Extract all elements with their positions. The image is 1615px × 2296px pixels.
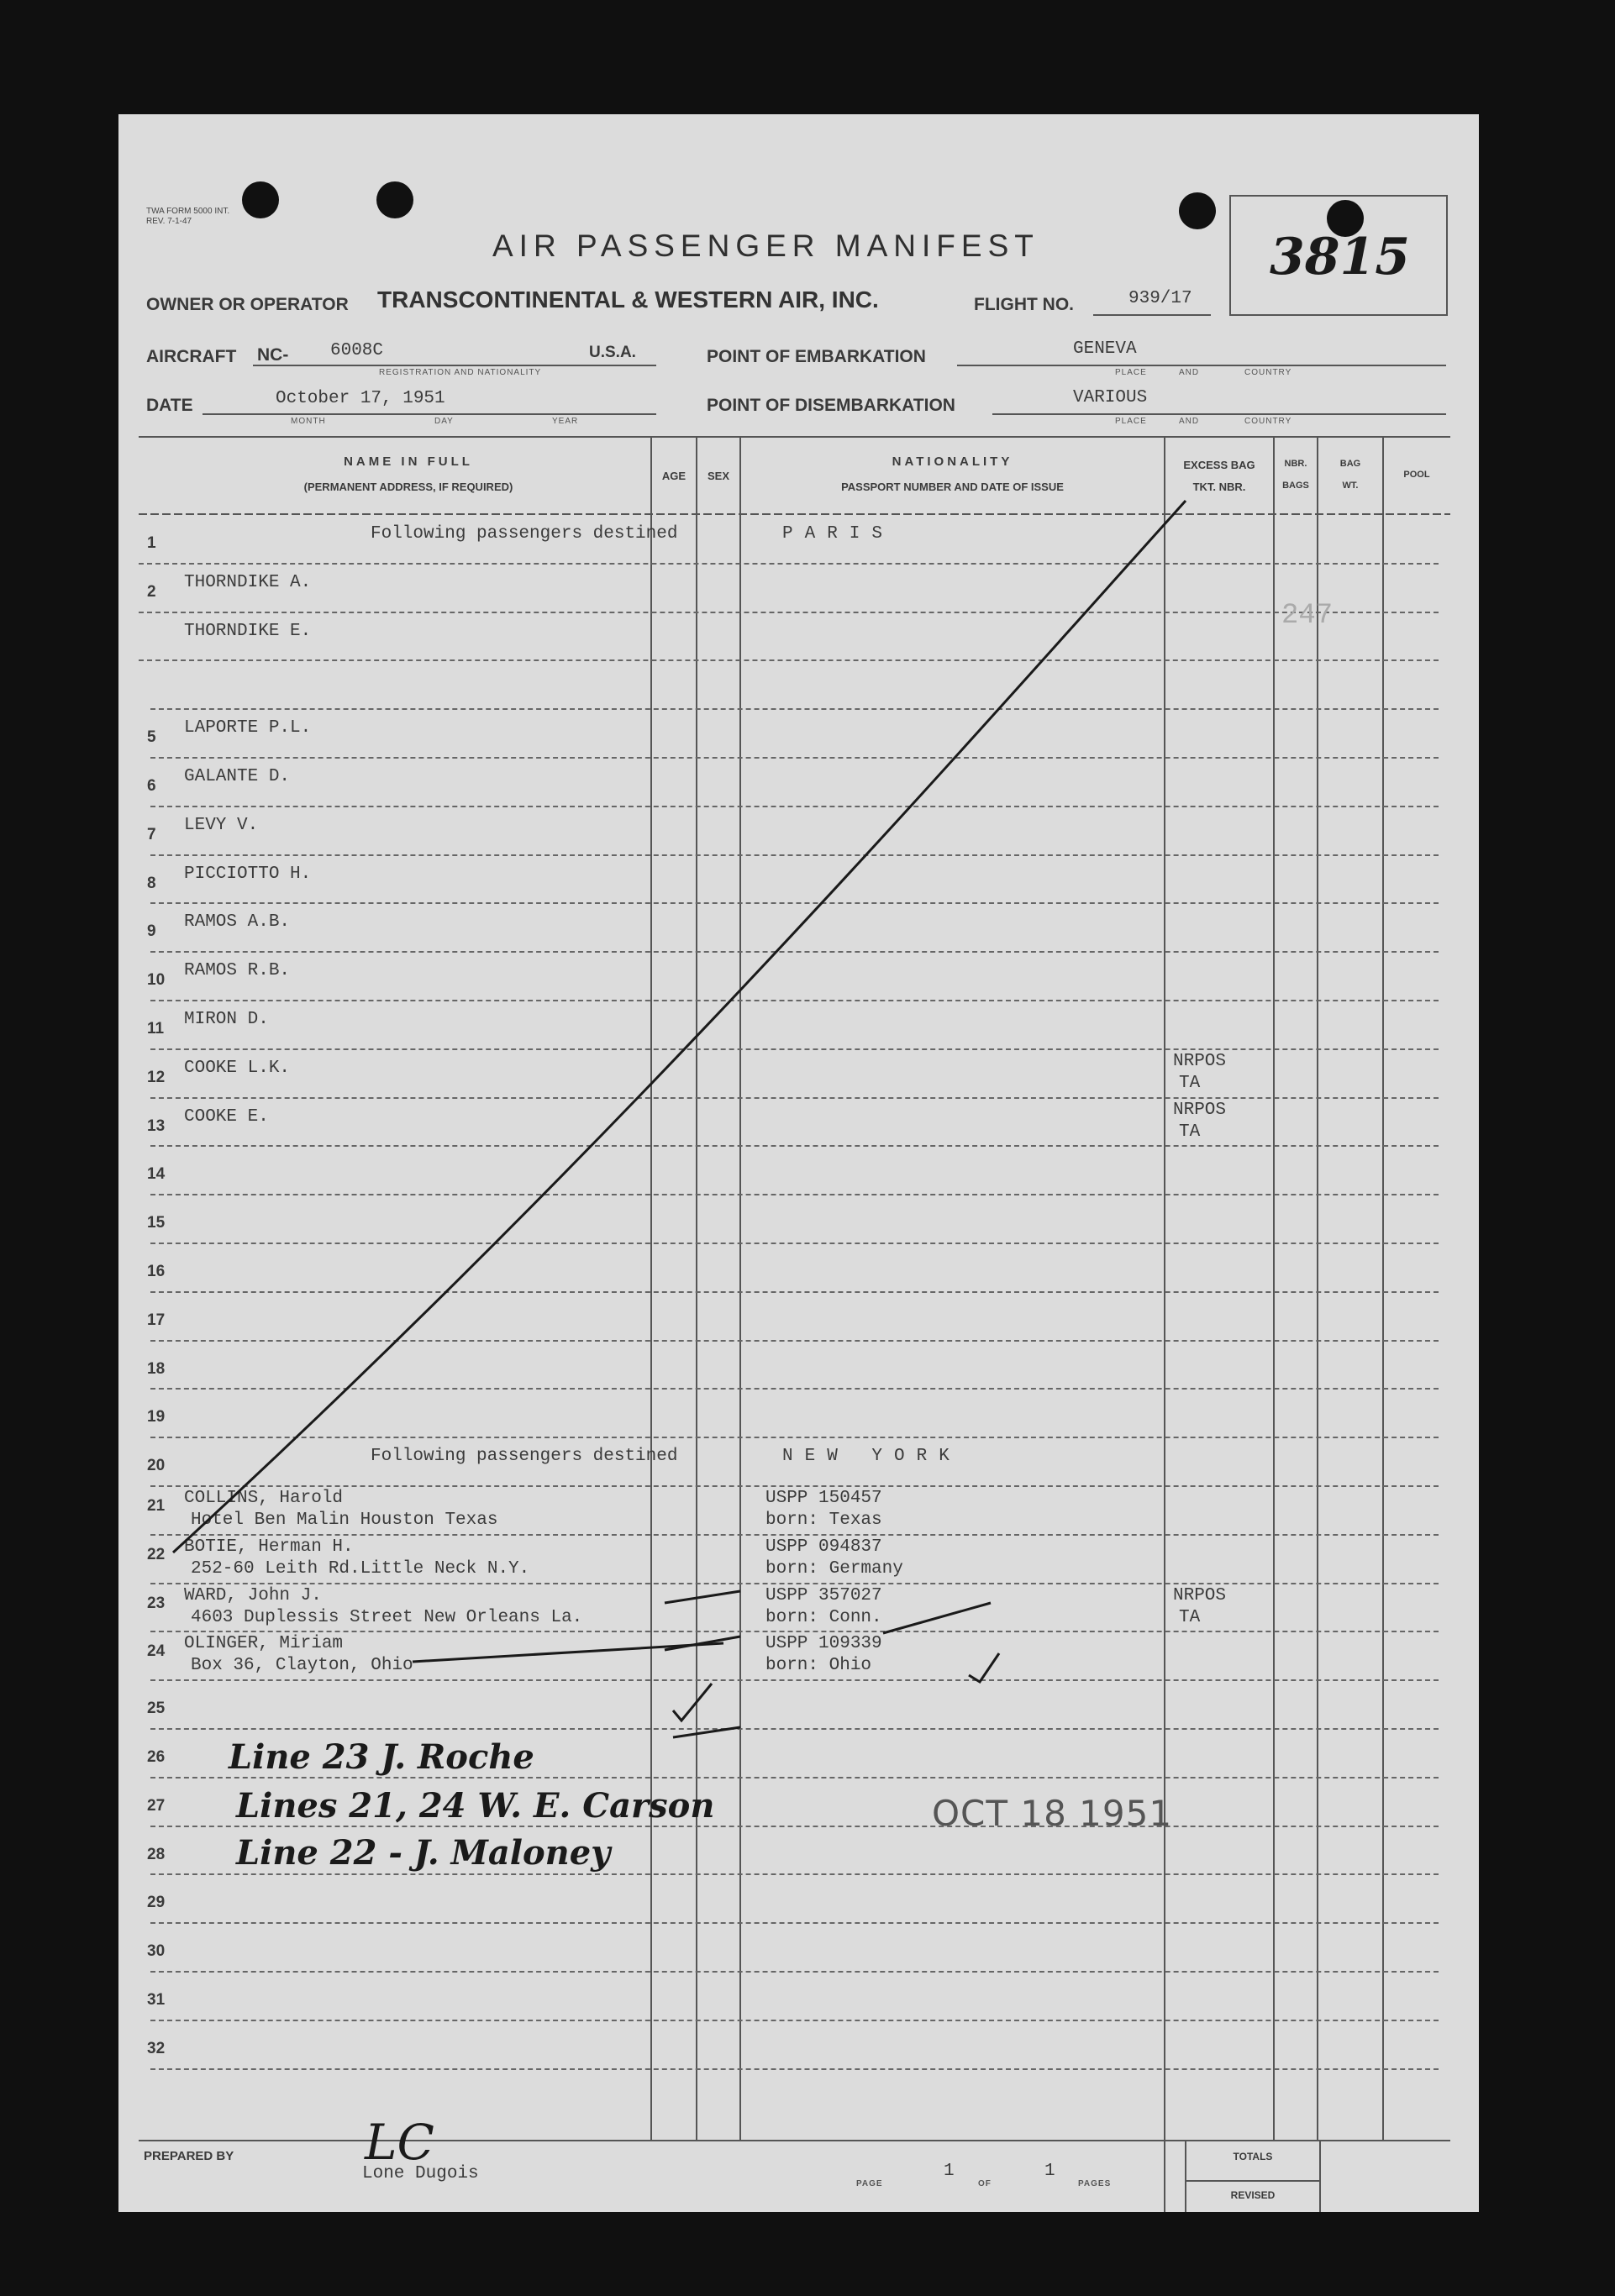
table-row — [118, 760, 1479, 809]
col-header-name: NAME IN FULL — [344, 454, 473, 469]
row-number: 25 — [147, 1700, 166, 1718]
excess-bag-value-2: TA — [1179, 1073, 1201, 1093]
row-number: 30 — [147, 1942, 166, 1961]
row-number: 21 — [147, 1497, 166, 1515]
row-rule — [150, 854, 1439, 856]
embarkation-value: GENEVA — [1073, 339, 1137, 359]
aircraft-sub-label: REGISTRATION AND NATIONALITY — [379, 368, 542, 377]
excess-bag-value: NRPOS — [1173, 1585, 1227, 1605]
passenger-name: MIRON D. — [184, 1010, 269, 1029]
nationality-value: PARIS — [782, 524, 895, 544]
passenger-address: 4603 Duplessis Street New Orleans La. — [191, 1607, 583, 1627]
col-header-excess-2: TKT. NBR. — [1192, 481, 1246, 493]
nationality-birthplace: born: Germany — [765, 1558, 903, 1579]
table-row — [118, 663, 1479, 712]
passenger-name: THORNDIKE E. — [184, 621, 312, 641]
row-rule — [150, 1485, 1439, 1487]
row-rule — [150, 1097, 1439, 1099]
row-number: 12 — [147, 1068, 166, 1086]
table-row — [118, 1343, 1479, 1392]
row-rule — [139, 612, 1439, 613]
owner-name: TRANSCONTINENTAL & WESTERN AIR, INC. — [377, 286, 879, 313]
date-stamp: OCT 18 1951 — [932, 1793, 1173, 1834]
passenger-name: THORNDIKE A. — [184, 572, 312, 592]
col-header-bag-1: BAG — [1339, 459, 1361, 469]
row-rule — [150, 1679, 1439, 1681]
row-rule — [150, 708, 1439, 710]
table-row — [118, 1391, 1479, 1440]
nationality-value: USPP 150457 — [765, 1489, 882, 1508]
disembarkation-value: VARIOUS — [1073, 388, 1148, 407]
passenger-name: COLLINS, Harold — [184, 1489, 344, 1508]
date-sub-day: DAY — [434, 417, 454, 426]
passenger-name: COOKE L.K. — [184, 1058, 291, 1078]
aircraft-prefix: NC- — [257, 345, 289, 365]
passenger-address: Hotel Ben Malin Houston Texas — [191, 1511, 498, 1530]
form-id-line-2: REV. 7-1-47 — [146, 217, 192, 226]
embarkation-label: POINT OF EMBARKATION — [707, 347, 926, 366]
row-number: 5 — [147, 728, 156, 747]
col-header-nationality-sub: PASSPORT NUMBER AND DATE OF ISSUE — [841, 481, 1064, 493]
row-rule — [150, 1388, 1439, 1390]
row-rule — [150, 902, 1439, 904]
prepared-by-name: Lone Dugois — [362, 2164, 479, 2183]
disembark-sub-country: COUNTRY — [1244, 417, 1292, 426]
signature-line-27: Line 22 - J. Maloney — [236, 1833, 611, 1873]
excess-bag-value: NRPOS — [1173, 1051, 1227, 1071]
row-rule — [150, 1583, 1439, 1584]
row-number: 23 — [147, 1594, 166, 1612]
row-number: 10 — [147, 971, 166, 990]
excess-bag-value: NRPOS — [1173, 1100, 1227, 1120]
passenger-name: LAPORTE P.L. — [184, 718, 312, 738]
col-header-nationality: NATIONALITY — [892, 454, 1013, 469]
row-number: 2 — [147, 582, 156, 601]
faint-number: 247 — [1281, 600, 1334, 632]
of-label: OF — [978, 2179, 992, 2188]
nationality-value: USPP 357027 — [765, 1585, 882, 1605]
pages-label: PAGES — [1078, 2179, 1112, 2188]
passenger-name: BOTIE, Herman H. — [184, 1537, 354, 1557]
aircraft-label: AIRCRAFT — [146, 347, 237, 366]
passenger-name: LEVY V. — [184, 815, 259, 835]
row-rule — [150, 1922, 1439, 1924]
table-row — [118, 1586, 1479, 1635]
aircraft-number: 6008C — [330, 341, 384, 360]
embark-sub-and: AND — [1179, 368, 1200, 377]
row-number: 26 — [147, 1748, 166, 1766]
date-label: DATE — [146, 396, 193, 415]
table-row — [118, 1440, 1479, 1489]
excess-bag-value-2: TA — [1179, 1607, 1201, 1627]
col-header-bag-2: WT. — [1342, 481, 1359, 491]
row-rule — [150, 1971, 1439, 1973]
totals-label: TOTALS — [1233, 2151, 1273, 2162]
row-number: 17 — [147, 1311, 166, 1329]
nationality-value: NEW YORK — [782, 1447, 961, 1467]
passenger-name: WARD, John J. — [184, 1585, 322, 1605]
table-row — [118, 858, 1479, 906]
row-rule — [150, 1194, 1439, 1195]
row-number: 19 — [147, 1408, 166, 1426]
page-title: AIR PASSENGER MANIFEST — [492, 229, 1039, 263]
table-row — [118, 1295, 1479, 1343]
flight-label: FLIGHT NO. — [974, 295, 1074, 314]
row-number: 15 — [147, 1214, 166, 1232]
row-number: 20 — [147, 1457, 166, 1475]
page-number: 1 — [944, 2162, 955, 2181]
row-rule — [150, 2068, 1439, 2070]
row-rule — [150, 1145, 1439, 1147]
row-rule — [139, 563, 1439, 565]
table-row — [118, 2023, 1479, 2072]
row-rule — [150, 2020, 1439, 2021]
nationality-value: USPP 109339 — [765, 1634, 882, 1654]
passenger-address: Box 36, Clayton, Ohio — [191, 1656, 413, 1676]
date-sub-year: YEAR — [552, 417, 579, 426]
form-id-line-1: TWA FORM 5000 INT. — [146, 207, 230, 216]
table-row — [118, 712, 1479, 760]
row-number: 8 — [147, 874, 156, 892]
passenger-name: GALANTE D. — [184, 767, 291, 786]
row-rule — [150, 1048, 1439, 1050]
col-header-name-sub: (PERMANENT ADDRESS, IF REQUIRED) — [303, 481, 513, 493]
row-rule — [150, 806, 1439, 807]
row-number: 14 — [147, 1165, 166, 1184]
table-row — [118, 1101, 1479, 1149]
passenger-name: RAMOS A.B. — [184, 912, 291, 933]
date-value: October 17, 1951 — [276, 389, 445, 408]
row-number: 27 — [147, 1796, 166, 1815]
table-row — [118, 1926, 1479, 1974]
table-row — [118, 1246, 1479, 1295]
prepared-by-label: PREPARED BY — [144, 2149, 234, 2163]
row-rule — [150, 1340, 1439, 1342]
table-row — [118, 1974, 1479, 2023]
corner-number: 3815 — [1270, 228, 1410, 286]
embark-sub-place: PLACE — [1115, 368, 1147, 377]
row-number: 22 — [147, 1545, 166, 1563]
nationality-birthplace: born: Ohio — [765, 1656, 872, 1676]
table-row — [118, 906, 1479, 954]
col-header-nbr-1: NBR. — [1284, 459, 1307, 469]
row-number: 24 — [147, 1642, 166, 1661]
table-row — [118, 809, 1479, 858]
row-rule — [150, 1000, 1439, 1001]
col-header-excess-1: EXCESS BAG — [1183, 459, 1255, 471]
row-number: 6 — [147, 777, 156, 795]
manifest-sheet — [118, 114, 1479, 2212]
row-rule — [150, 1631, 1439, 1632]
row-number: 7 — [147, 825, 156, 843]
row-rule — [150, 1777, 1439, 1778]
row-number: 9 — [147, 922, 156, 941]
table-row — [118, 1634, 1479, 1683]
disembarkation-label: POINT OF DISEMBARKATION — [707, 396, 955, 415]
row-number: 1 — [147, 534, 156, 552]
row-rule — [150, 1243, 1439, 1244]
row-rule — [150, 1437, 1439, 1438]
col-header-sex: SEX — [707, 470, 729, 482]
disembark-sub-and: AND — [1179, 417, 1200, 426]
col-header-age: AGE — [661, 470, 687, 482]
nationality-birthplace: born: Texas — [765, 1511, 882, 1530]
excess-bag-value-2: TA — [1179, 1122, 1201, 1142]
row-number: 32 — [147, 2039, 166, 2057]
row-rule — [150, 1291, 1439, 1293]
table-row — [118, 1877, 1479, 1926]
table-row — [118, 1683, 1479, 1731]
row-rule — [150, 1873, 1439, 1875]
row-rule — [150, 951, 1439, 953]
owner-label: OWNER OR OPERATOR — [146, 295, 349, 314]
embark-sub-country: COUNTRY — [1244, 368, 1292, 377]
row-number: 18 — [147, 1359, 166, 1378]
date-sub-month: MONTH — [291, 417, 326, 426]
table-row — [118, 1148, 1479, 1197]
nationality-value: USPP 094837 — [765, 1537, 882, 1557]
passenger-name: Following passengers destined — [371, 524, 678, 544]
table-row — [118, 954, 1479, 1003]
passenger-name: Following passengers destined — [371, 1447, 678, 1467]
row-number: 11 — [147, 1020, 165, 1038]
row-number: 31 — [147, 1991, 166, 2009]
signature-line-26: Lines 21, 24 W. E. Carson — [236, 1786, 715, 1826]
row-rule — [150, 1534, 1439, 1536]
col-header-pool: POOL — [1403, 470, 1430, 480]
passenger-name: OLINGER, Miriam — [184, 1634, 344, 1654]
row-rule — [150, 757, 1439, 759]
row-rule — [139, 659, 1439, 661]
disembark-sub-place: PLACE — [1115, 417, 1147, 426]
col-header-nbr-2: BAGS — [1282, 481, 1309, 491]
aircraft-country: U.S.A. — [589, 344, 636, 361]
nationality-birthplace: born: Conn. — [765, 1607, 882, 1627]
table-row — [118, 518, 1479, 566]
table-row — [118, 1003, 1479, 1052]
row-rule — [150, 1728, 1439, 1730]
table-row — [118, 1537, 1479, 1586]
prepared-by-initials: LC — [365, 2114, 434, 2171]
passenger-name: RAMOS R.B. — [184, 961, 291, 981]
table-row — [118, 1197, 1479, 1246]
signature-line-25: Line 23 J. Roche — [229, 1737, 534, 1777]
row-number: 28 — [147, 1845, 166, 1863]
passenger-name: PICCIOTTO H. — [184, 864, 312, 884]
row-number: 13 — [147, 1116, 166, 1135]
revised-label: REVISED — [1230, 2189, 1276, 2201]
table-row — [118, 1052, 1479, 1101]
table-row — [118, 615, 1479, 664]
flight-number: 939/17 — [1128, 289, 1192, 308]
row-number: 29 — [147, 1894, 166, 1912]
passenger-address: 252-60 Leith Rd.Little Neck N.Y. — [191, 1558, 530, 1579]
table-row — [118, 1489, 1479, 1537]
table-row — [118, 566, 1479, 615]
passenger-name: COOKE E. — [184, 1106, 269, 1127]
row-number: 16 — [147, 1263, 166, 1280]
page-label: PAGE — [856, 2179, 883, 2188]
of-number: 1 — [1044, 2162, 1055, 2181]
